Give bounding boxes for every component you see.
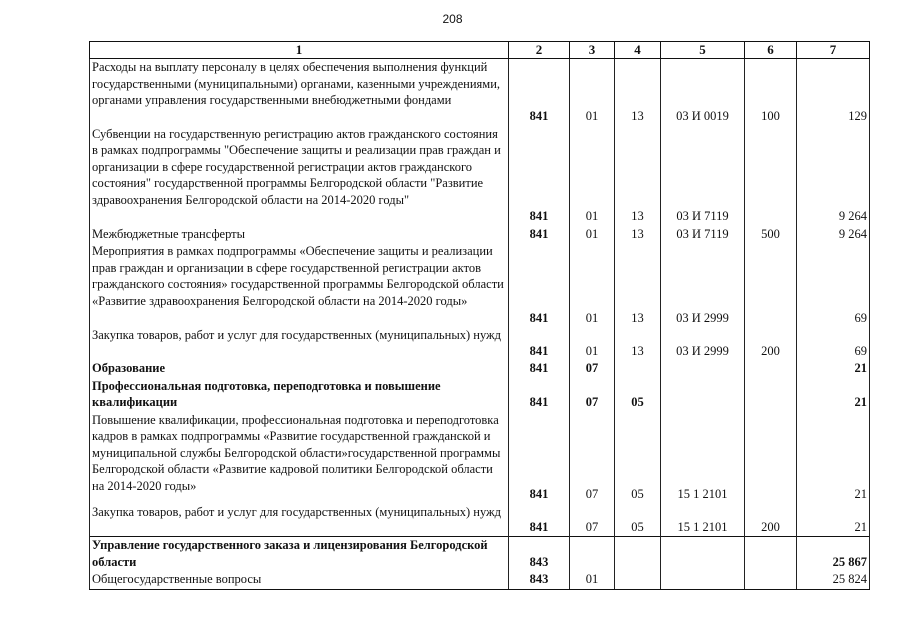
row-amount: 9 264 xyxy=(797,126,870,226)
header-col-5: 5 xyxy=(661,42,745,59)
row-section xyxy=(570,537,615,572)
row-amount: 21 xyxy=(797,360,870,378)
row-description: Расходы на выплату персоналу в целях обеспечения выполнения функций государственными (муниципальными) органами, казенными учреждениями, органами управления государственными внебюджетными фондами xyxy=(90,59,509,126)
table-row xyxy=(90,59,870,126)
row-expense-type xyxy=(745,126,797,226)
row-target-article xyxy=(661,378,745,412)
row-code: 841 xyxy=(509,243,570,327)
row-amount: 69 xyxy=(797,243,870,327)
table-row xyxy=(90,504,870,537)
row-description: Мероприятия в рамках подпрограммы «Обеспечение защиты и реализации прав граждан и организации в сфере государственной регистрации актов гражданского состояния» государственной программы Белгородской области «Развитие здравоохранения Белгородской области на 2014-2020 годы» xyxy=(90,243,509,327)
row-section: 07 xyxy=(570,504,615,537)
row-code: 841 xyxy=(509,59,570,126)
row-section: 01 xyxy=(570,59,615,126)
row-target-article: 03 И 7119 xyxy=(661,126,745,226)
header-col-4: 4 xyxy=(615,42,661,59)
row-section: 07 xyxy=(570,378,615,412)
row-amount: 21 xyxy=(797,504,870,537)
row-amount: 21 xyxy=(797,378,870,412)
row-section: 01 xyxy=(570,126,615,226)
row-expense-type xyxy=(745,243,797,327)
row-description: Повышение квалификации, профессиональная подготовка и переподготовка кадров в рамках подпрограммы «Развитие государственной гражданской и муниципальной службы Белгородской области»государственной программы Белгородской области «Развитие кадровой политики Белгородской области на 2014-2020 годы» xyxy=(90,412,509,504)
row-subsection: 05 xyxy=(615,378,661,412)
row-expense-type: 200 xyxy=(745,327,797,360)
row-target-article: 15 1 2101 xyxy=(661,504,745,537)
table-row xyxy=(90,412,870,504)
row-target-article xyxy=(661,360,745,378)
header-row xyxy=(90,42,870,59)
row-subsection xyxy=(615,571,661,589)
row-amount: 25 824 xyxy=(797,571,870,589)
row-expense-type xyxy=(745,537,797,572)
row-target-article: 03 И 2999 xyxy=(661,243,745,327)
header-col-2: 2 xyxy=(509,42,570,59)
header-col-1: 1 xyxy=(90,42,509,59)
row-code: 841 xyxy=(509,226,570,244)
row-code: 841 xyxy=(509,412,570,504)
row-target-article xyxy=(661,537,745,572)
row-description: Межбюджетные трансферты xyxy=(90,226,509,244)
row-section: 07 xyxy=(570,360,615,378)
row-subsection: 13 xyxy=(615,243,661,327)
row-code: 841 xyxy=(509,504,570,537)
header-col-6: 6 xyxy=(745,42,797,59)
row-target-article xyxy=(661,571,745,589)
row-description: Субвенции на государственную регистрацию актов гражданского состояния в рамках подпрограммы "Обеспечение защиты и реализации прав граждан и организации в сфере государственной регистрации актов гражданского состояния" государственной программы Белгородской области "Развитие здравоохранения Белгородской области на 2014-2020 годы" xyxy=(90,126,509,226)
table-row xyxy=(90,378,870,412)
row-amount: 69 xyxy=(797,327,870,360)
row-target-article: 03 И 7119 xyxy=(661,226,745,244)
row-subsection: 05 xyxy=(615,412,661,504)
row-amount: 21 xyxy=(797,412,870,504)
row-description: Закупка товаров, работ и услуг для государственных (муниципальных) нужд xyxy=(90,327,509,360)
table-row xyxy=(90,243,870,327)
row-code: 841 xyxy=(509,126,570,226)
row-expense-type xyxy=(745,378,797,412)
row-section: 01 xyxy=(570,226,615,244)
table-body xyxy=(90,59,870,590)
row-section: 01 xyxy=(570,243,615,327)
row-subsection: 05 xyxy=(615,504,661,537)
table-row xyxy=(90,571,870,589)
row-expense-type: 200 xyxy=(745,504,797,537)
row-subsection xyxy=(615,537,661,572)
table-row xyxy=(90,226,870,244)
row-target-article: 03 И 2999 xyxy=(661,327,745,360)
row-subsection: 13 xyxy=(615,327,661,360)
header-col-7: 7 xyxy=(797,42,870,59)
row-code: 843 xyxy=(509,571,570,589)
row-amount: 9 264 xyxy=(797,226,870,244)
row-expense-type: 100 xyxy=(745,59,797,126)
row-section: 01 xyxy=(570,327,615,360)
budget-table xyxy=(89,41,870,590)
row-expense-type: 500 xyxy=(745,226,797,244)
row-target-article: 03 И 0019 xyxy=(661,59,745,126)
row-description: Закупка товаров, работ и услуг для государственных (муниципальных) нужд xyxy=(90,504,509,537)
row-expense-type xyxy=(745,412,797,504)
row-subsection xyxy=(615,360,661,378)
row-amount: 129 xyxy=(797,59,870,126)
table-row xyxy=(90,327,870,360)
row-description: Управление государственного заказа и лицензирования Белгородской области xyxy=(90,537,509,572)
table-header xyxy=(90,42,870,59)
row-target-article: 15 1 2101 xyxy=(661,412,745,504)
row-subsection: 13 xyxy=(615,226,661,244)
row-amount: 25 867 xyxy=(797,537,870,572)
table-row xyxy=(90,360,870,378)
table-row xyxy=(90,537,870,572)
row-subsection: 13 xyxy=(615,126,661,226)
row-section: 07 xyxy=(570,412,615,504)
page-number: 208 xyxy=(442,12,463,26)
header-col-3: 3 xyxy=(570,42,615,59)
table-row xyxy=(90,126,870,226)
row-description: Профессиональная подготовка, переподготовка и повышение квалификации xyxy=(90,378,509,412)
row-description: Общегосударственные вопросы xyxy=(90,571,509,589)
row-code: 841 xyxy=(509,378,570,412)
row-code: 841 xyxy=(509,327,570,360)
row-section: 01 xyxy=(570,571,615,589)
row-expense-type xyxy=(745,571,797,589)
row-expense-type xyxy=(745,360,797,378)
row-subsection: 13 xyxy=(615,59,661,126)
row-code: 841 xyxy=(509,360,570,378)
row-code: 843 xyxy=(509,537,570,572)
row-description: Образование xyxy=(90,360,509,378)
